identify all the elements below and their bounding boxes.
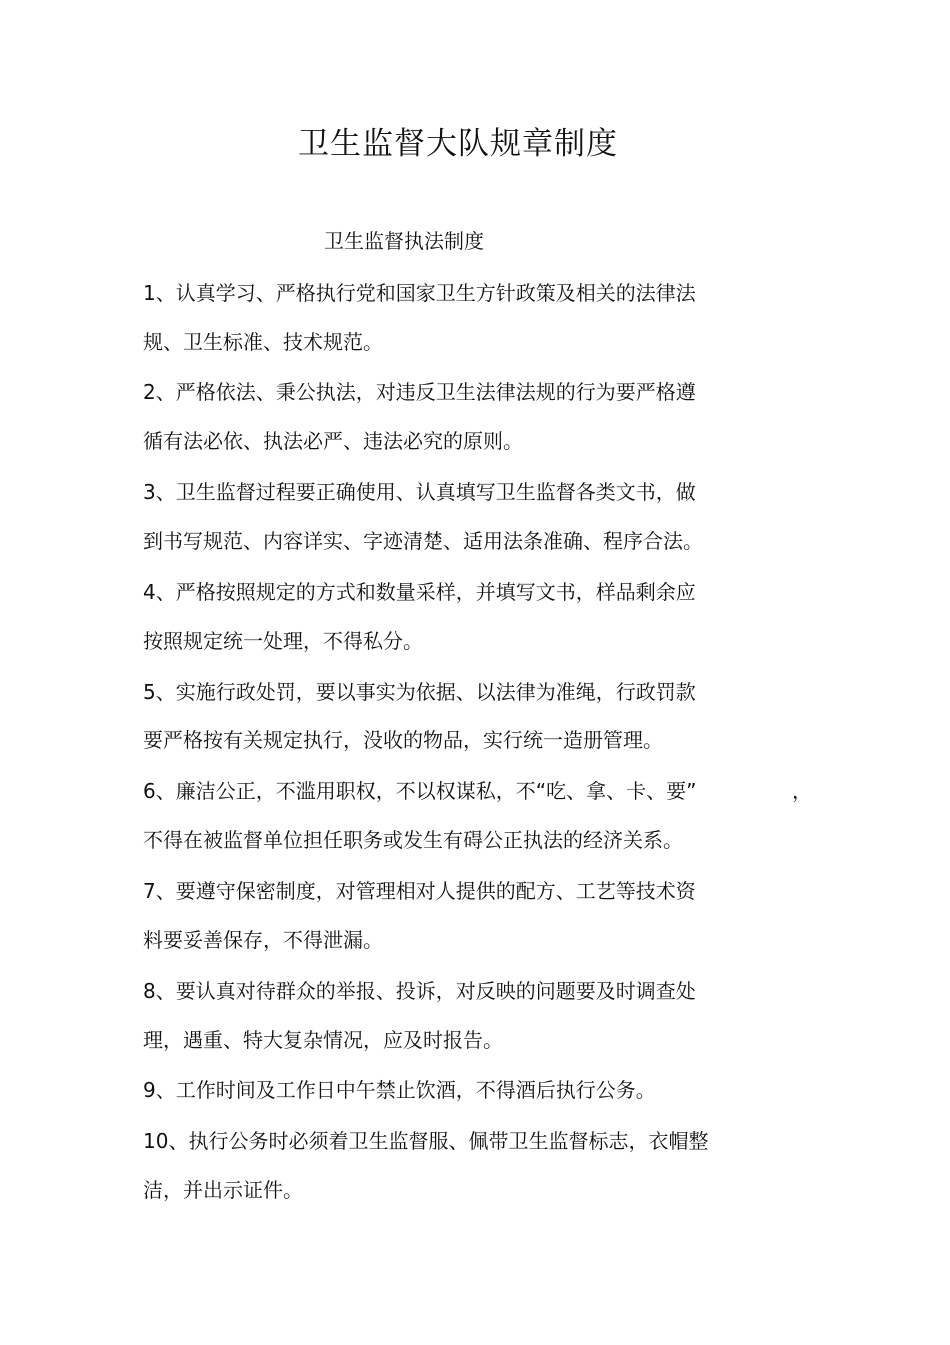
rule-4-line-1: 4、严格按照规定的方式和数量采样，并填写文书，样品剩余应 [143,580,696,604]
rule-6-line-2: 不得在被监督单位担任职务或发生有碍公正执法的经济关系。 [143,828,683,852]
rule-3-line-2: 到书写规范、内容详实、字迹清楚、适用法条准确、程序合法。 [143,529,703,553]
rule-2-line-1: 2、严格依法、秉公执法，对违反卫生法律法规的行为要严格遵 [143,380,696,404]
page-title: 卫生监督大队规章制度 [298,126,618,162]
rule-5-line-2: 要严格按有关规定执行，没收的物品，实行统一造册管理。 [143,728,663,752]
rule-10-line-1: 10、执行公务时必须着卫生监督服、佩带卫生监督标志，衣帽整 [143,1129,709,1153]
rule-8-line-1: 8、要认真对待群众的举报、投诉，对反映的问题要及时调查处 [143,979,696,1003]
rule-7-line-1: 7、要遵守保密制度，对管理相对人提供的配方、工艺等技术资 [143,879,696,903]
rule-6-line-1: 6、廉洁公正，不滥用职权，不以权谋私，不“吃、拿、卡、要” [143,779,697,803]
rule-10-line-2: 洁，并出示证件。 [143,1178,303,1202]
rule-5-line-1: 5、实施行政处罚，要以事实为依据、以法律为准绳，行政罚款 [143,680,696,704]
rule-7-line-2: 料要妥善保存，不得泄漏。 [143,928,383,952]
stray-comma: ， [792,779,812,803]
rule-1-line-2: 规、卫生标准、技术规范。 [143,330,383,354]
rule-9-line-1: 9、工作时间及工作日中午禁止饮酒，不得酒后执行公务。 [143,1078,656,1102]
rule-4-line-2: 按照规定统一处理，不得私分。 [143,629,423,653]
rule-2-line-2: 循有法必依、执法必严、违法必究的原则。 [143,429,523,453]
rule-8-line-2: 理，遇重、特大复杂情况，应及时报告。 [143,1028,503,1052]
rule-1-line-1: 1、认真学习、严格执行党和国家卫生方针政策及相关的法律法 [143,281,696,305]
section-subtitle: 卫生监督执法制度 [324,229,484,253]
rule-3-line-1: 3、卫生监督过程要正确使用、认真填写卫生监督各类文书，做 [143,480,696,504]
